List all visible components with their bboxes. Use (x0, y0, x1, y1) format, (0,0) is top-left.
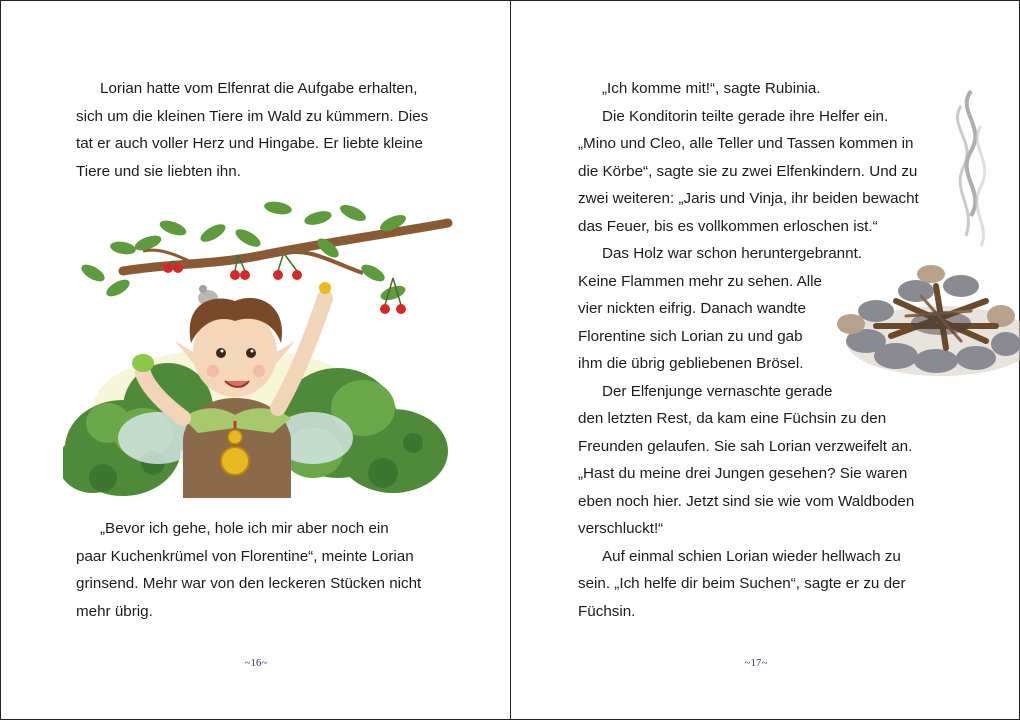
text-line: Keine Flammen mehr zu sehen. Alle (578, 272, 822, 290)
text-line: ihm die übrig gebliebenen Brösel. (578, 355, 804, 372)
text-line: Tiere und sie liebten ihn. (76, 162, 241, 180)
text-line: das Feuer, bis es vollkommen erloschen ist.“ (578, 217, 878, 235)
text-line: paar Kuchenkrümel von Florentine“, meinte Lorian (76, 547, 414, 565)
text-line: vier nickten eifrig. Danach wandte (578, 300, 806, 317)
page-number: ~17~ (744, 657, 768, 669)
text-line: Das Holz war schon heruntergebrannt. (602, 245, 863, 262)
text-line: „Mino und Cleo, alle Teller und Tassen kommen in (578, 135, 914, 152)
right-page (510, 0, 1020, 720)
text-line: den letzten Rest, da kam eine Füchsin zu den (578, 410, 887, 427)
text-line: zwei weiteren: „Jaris und Vinja, ihr beiden bewacht (578, 190, 919, 207)
text-line: tat er auch voller Herz und Hingabe. Er liebte kleine (76, 135, 423, 152)
text-line: Die Konditorin teilte gerade ihre Helfer ein. (602, 107, 889, 125)
text-line: sein. „Ich helfe dir beim Suchen“, sagte er zu der (578, 575, 906, 592)
text-line: „Hast du meine drei Jungen gesehen? Sie waren (578, 465, 908, 482)
text-line: Florentine sich Lorian zu und gab (578, 327, 803, 345)
page-number: ~16~ (244, 657, 268, 669)
text-line: „Bevor ich gehe, hole ich mir aber noch ein (100, 520, 389, 537)
left-paragraph-2 (76, 515, 421, 625)
text-line: sich um die kleinen Tiere im Wald zu kümmern. Dies (76, 107, 429, 125)
text-line: Der Elfenjunge vernaschte gerade (602, 382, 833, 400)
text-line: eben noch hier. Jetzt sind sie wie vom Waldboden (578, 492, 915, 510)
elf-boy-illustration (63, 193, 458, 498)
left-paragraph-1 (76, 75, 428, 185)
text-line: die Körbe“, sagte sie zu zwei Elfenkindern. Und zu (578, 162, 918, 180)
text-line: Lorian hatte vom Elfenrat die Aufgabe erhalten, (100, 80, 418, 97)
text-line: mehr übrig. (76, 602, 153, 620)
text-line: „Ich komme mit!“, sagte Rubinia. (602, 80, 821, 97)
text-line: Auf einmal schien Lorian wieder hellwach zu (602, 547, 901, 565)
text-line: verschluckt!“ (578, 520, 664, 537)
text-line: grinsend. Mehr war von den leckeren Stücken nicht (76, 575, 422, 592)
text-line: Füchsin. (578, 602, 636, 620)
right-text-block (578, 75, 919, 625)
text-line: Freunden gelaufen. Sie sah Lorian verzweifelt an. (578, 437, 913, 455)
